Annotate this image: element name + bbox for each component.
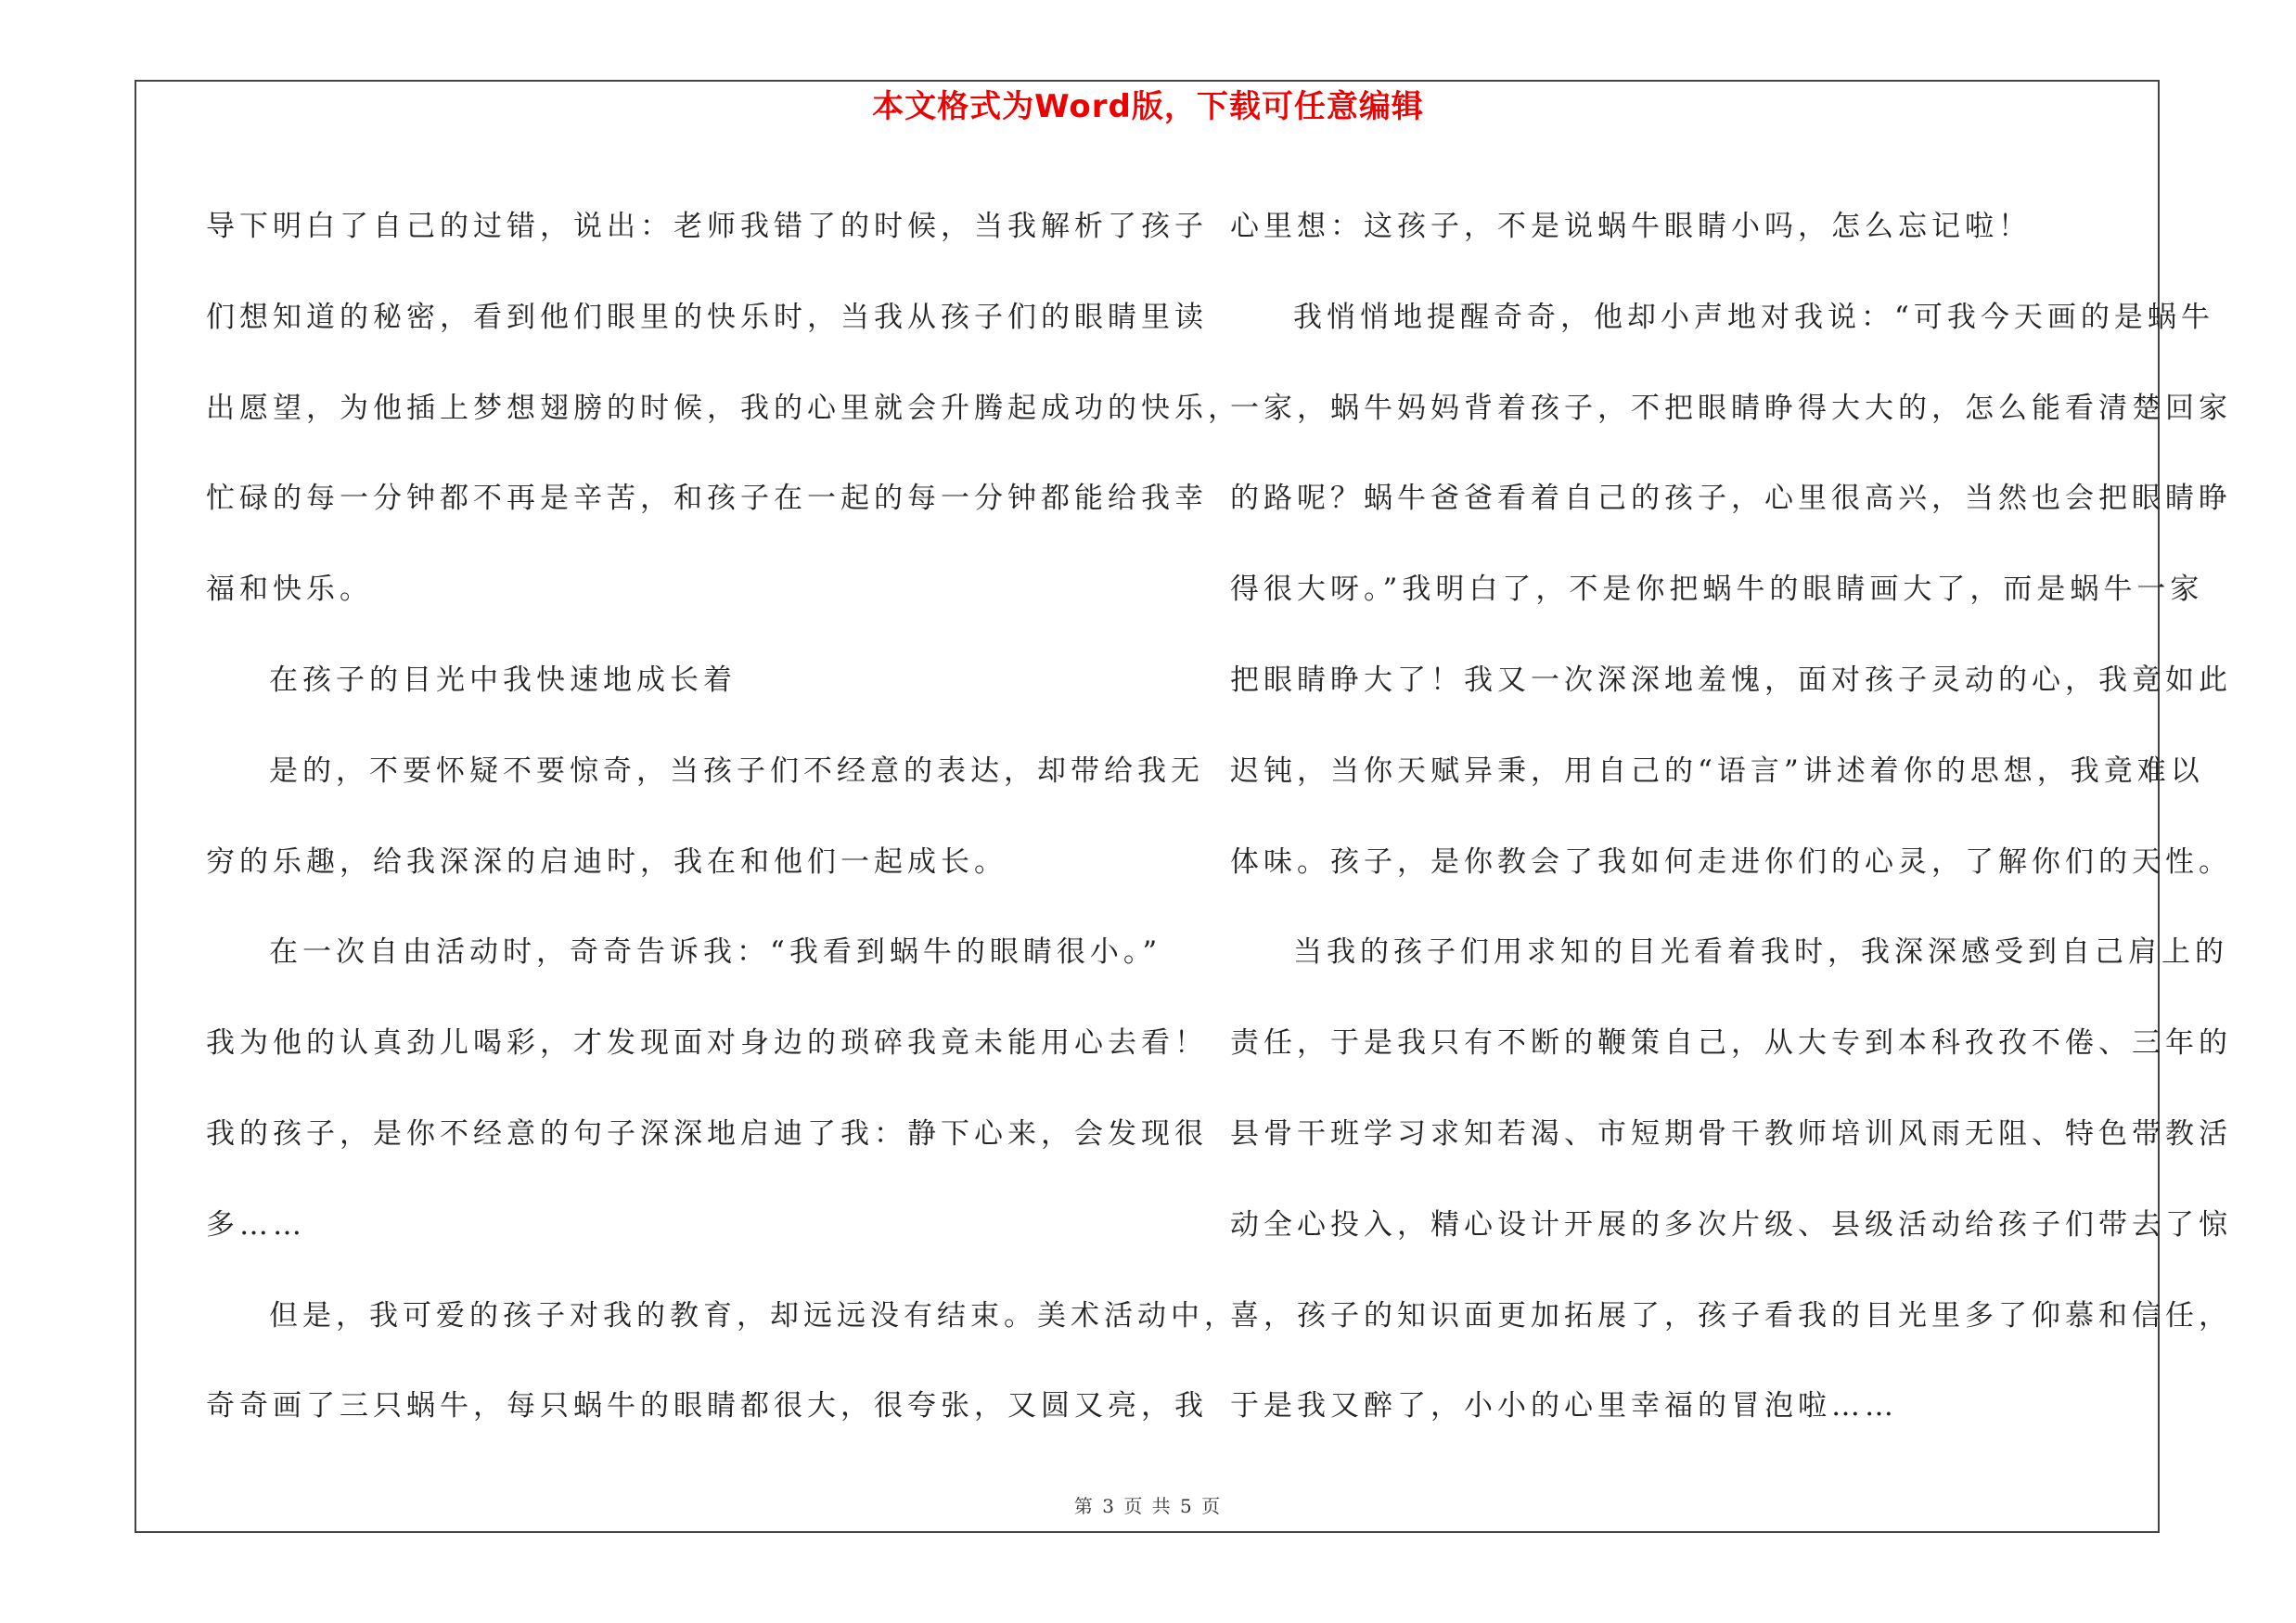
text-line: 穷的乐趣，给我深深的启迪时，我在和他们一起成长。 xyxy=(206,844,1007,879)
text-line: 导下明白了自己的过错，说出：老师我错了的时候，当我解析了孩子 xyxy=(206,210,1208,243)
text-line: 但是，我可爱的孩子对我的教育，却远远没有结束。美术活动中， xyxy=(269,1298,1238,1333)
text-line: 一家，蜗牛妈妈背着孩子，不把眼睛睁得大大的，怎么能看清楚回家 xyxy=(1230,391,2232,425)
text-line: 县骨干班学习求知若渴、市短期骨干教师培训风雨无阻、特色带教活 xyxy=(1230,1116,2232,1151)
right-text-column xyxy=(1230,182,2232,1452)
text-line: 福和快乐。 xyxy=(206,573,373,607)
text-line: 迟钝，当你天赋异秉，用自己的“语言”讲述着你的思想，我竟难以 xyxy=(1230,754,2204,788)
text-line: 忙碌的每一分钟都不再是辛苦，和孩子在一起的每一分钟都能给我幸 xyxy=(206,482,1208,516)
text-line: 责任，于是我只有不断的鞭策自己，从大专到本科孜孜不倦、三年的 xyxy=(1230,1026,2232,1061)
text-line: 我的孩子，是你不经意的句子深深地启迪了我：静下心来，会发现很 xyxy=(206,1116,1208,1151)
text-line: 当我的孩子们用求知的目光看着我时，我深深感受到自己肩上的 xyxy=(1293,935,2228,970)
section-heading: 在孩子的目光中我快速地成长着 xyxy=(269,663,737,697)
text-line: 得很大呀。”我明白了，不是你把蜗牛的眼睛画大了，而是蜗牛一家 xyxy=(1230,573,2204,607)
text-line: 体味。孩子，是你教会了我如何走进你们的心灵，了解你们的天性。 xyxy=(1230,844,2232,879)
text-line: 们想知道的秘密，看到他们眼里的快乐时，当我从孩子们的眼睛里读 xyxy=(206,300,1208,334)
text-line: 于是我又醉了，小小的心里幸福的冒泡啦…… xyxy=(1230,1389,1898,1423)
page-number-footer: 第 3 页 共 5 页 xyxy=(1073,1495,1223,1517)
text-line: 我为他的认真劲儿喝彩，才发现面对身边的琐碎我竟未能用心去看！ xyxy=(206,1026,1208,1061)
text-line: 动全心投入，精心设计开展的多次片级、县级活动给孩子们带去了惊 xyxy=(1230,1207,2232,1242)
text-line: 多…… xyxy=(206,1207,306,1242)
text-line: 把眼睛睁大了！我又一次深深地羞愧，面对孩子灵动的心，我竟如此 xyxy=(1230,663,2232,697)
document-header-title: 本文格式为Word版，下载可任意编辑 xyxy=(872,88,1424,125)
text-line: 我悄悄地提醒奇奇，他却小声地对我说：“可我今天画的是蜗牛 xyxy=(1293,300,2214,334)
text-line: 是的，不要怀疑不要惊奇，当孩子们不经意的表达，却带给我无 xyxy=(269,754,1204,788)
text-line: 的路呢？蜗牛爸爸看着自己的孩子，心里很高兴，当然也会把眼睛睁 xyxy=(1230,482,2232,516)
text-line: 出愿望，为他插上梦想翅膀的时候，我的心里就会升腾起成功的快乐， xyxy=(206,391,1241,425)
text-line: 喜，孩子的知识面更加拓展了，孩子看我的目光里多了仰慕和信任， xyxy=(1230,1298,2232,1333)
text-line: 心里想：这孩子，不是说蜗牛眼睛小吗，怎么忘记啦！ xyxy=(1230,210,2032,243)
text-line: 奇奇画了三只蜗牛，每只蜗牛的眼睛都很大，很夸张，又圆又亮，我 xyxy=(206,1389,1208,1423)
text-line: 在一次自由活动时，奇奇告诉我：“我看到蜗牛的眼睛很小。” xyxy=(269,935,1162,970)
left-text-column xyxy=(206,182,1241,1452)
